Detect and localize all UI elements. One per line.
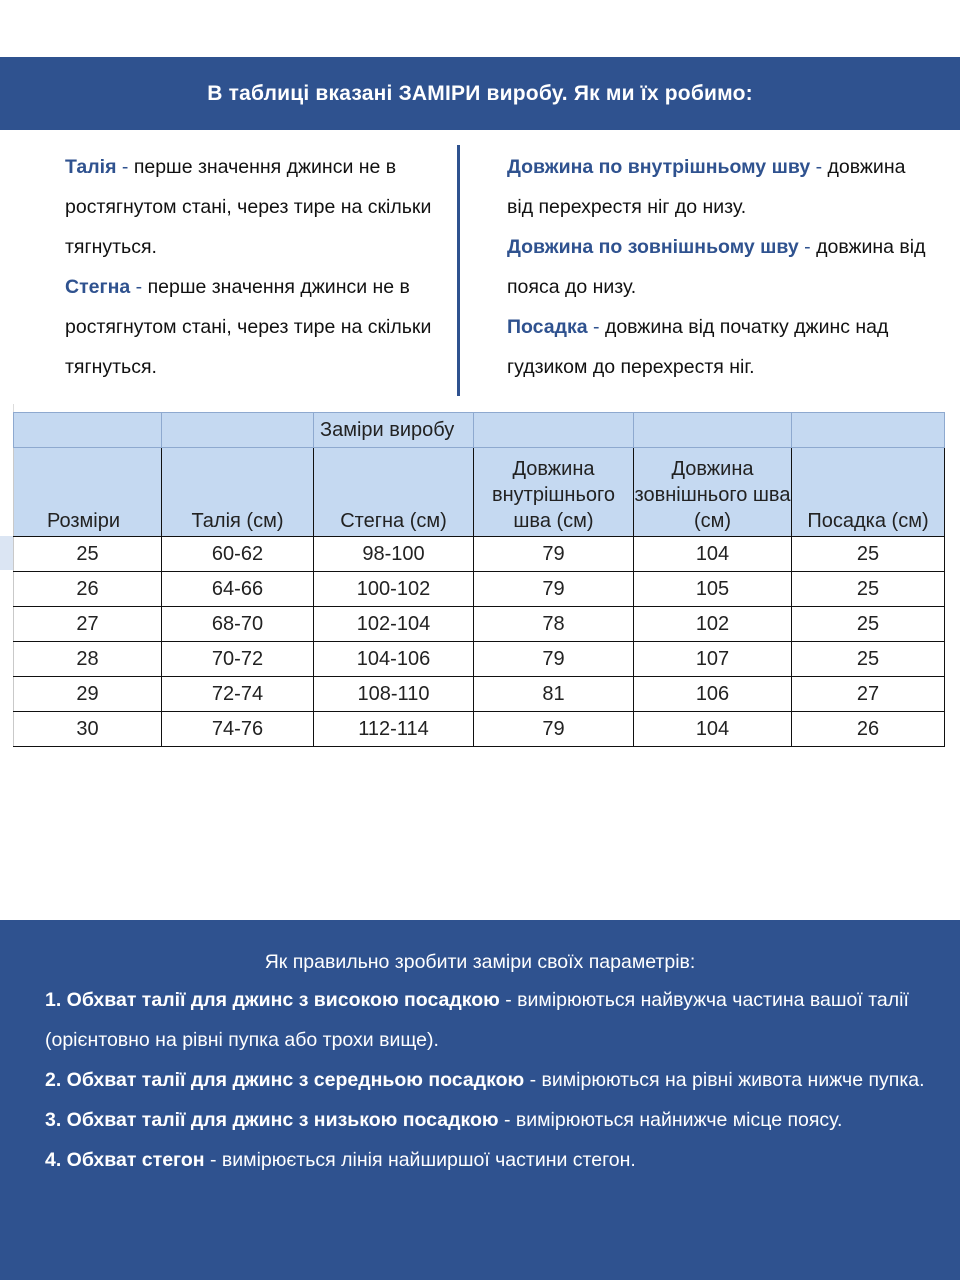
howto-item: 1. Обхват талії для джинс з високою посадкою - вимірюються найвужча частина вашої талії (орієнтовно на рівні пупка або трохи вище). xyxy=(45,989,909,1051)
definition-inseam-text: довжина від перехрестя ніг до низу. xyxy=(507,156,906,218)
banner-title: В таблиці вказані ЗАМІРИ виробу. Як ми їх робимо: xyxy=(207,81,753,105)
header-rise: Посадка (см) xyxy=(792,448,945,537)
term-waist: Талія xyxy=(65,156,117,178)
howto-title: Як правильно зробити заміри своїх параметрів: xyxy=(264,951,696,973)
howto-list xyxy=(45,980,930,1180)
definition-waist-text: перше значення джинси не в ростягнутом стані, через тире на скільки тягнуться. xyxy=(65,156,432,258)
howto-panel xyxy=(0,920,960,1280)
term-hips: Стегна xyxy=(65,276,131,298)
header-size: Розміри xyxy=(14,448,162,537)
definitions-section xyxy=(0,145,960,397)
table-row: 30 74-76 112-114 79 104 26 xyxy=(14,712,945,747)
definition-rise-text: довжина від початку джинс над гудзиком до перехрестя ніг. xyxy=(507,316,889,378)
table-row: 29 72-74 108-110 81 106 27 xyxy=(14,677,945,712)
table-row: 26 64-66 100-102 79 105 25 xyxy=(14,572,945,607)
definition-hips: Стегна - перше значення джинси не в ростягнутом стані, через тире на скільки тягнуться. xyxy=(65,276,432,378)
table-row: 25 60-62 98-100 79 104 25 xyxy=(14,537,945,572)
top-banner xyxy=(0,57,960,130)
definition-outseam: Довжина по зовнішньому шву - довжина від пояса до низу. xyxy=(507,236,926,298)
howto-item: 4. Обхват стегон - вимірюється лінія найширшої частини стегон. xyxy=(45,1149,636,1171)
term-outseam: Довжина по зовнішньому шву xyxy=(507,236,799,258)
table-row: 27 68-70 102-104 78 102 25 xyxy=(14,607,945,642)
definitions-left xyxy=(65,147,445,387)
table-band-row xyxy=(14,413,945,448)
header-hips: Стегна (см) xyxy=(314,448,474,537)
definition-waist: Талія - перше значення джинси не в ростягнутом стані, через тире на скільки тягнуться. xyxy=(65,156,432,258)
header-inseam: Довжина внутрішнього шва (см) xyxy=(474,448,634,537)
table-header-row xyxy=(14,448,945,537)
term-inseam: Довжина по внутрішньому шву xyxy=(507,156,811,178)
table-band-title: Заміри виробу xyxy=(314,413,474,448)
table-row: 28 70-72 104-106 79 107 25 xyxy=(14,642,945,677)
definition-inseam: Довжина по внутрішньому шву - довжина від перехрестя ніг до низу. xyxy=(507,156,906,218)
column-divider xyxy=(457,145,460,396)
selected-row-marker xyxy=(0,536,13,570)
howto-item: 3. Обхват талії для джинс з низькою посадкою - вимірюються найнижче місце поясу. xyxy=(45,1109,843,1131)
definitions-right xyxy=(507,147,927,387)
definition-outseam-text: довжина від пояса до низу. xyxy=(507,236,926,298)
header-outseam: Довжина зовнішнього шва (см) xyxy=(634,448,792,537)
howto-item: 2. Обхват талії для джинс з середньою посадкою - вимірюються на рівні живота нижче пупка. xyxy=(45,1069,925,1091)
term-rise: Посадка xyxy=(507,316,588,338)
header-waist: Талія (см) xyxy=(162,448,314,537)
definition-rise: Посадка - довжина від початку джинс над гудзиком до перехрестя ніг. xyxy=(507,316,889,378)
definition-hips-text: перше значення джинси не в ростягнутом стані, через тире на скільки тягнуться. xyxy=(65,276,432,378)
size-table xyxy=(13,412,945,747)
size-table-sheet xyxy=(0,404,960,750)
